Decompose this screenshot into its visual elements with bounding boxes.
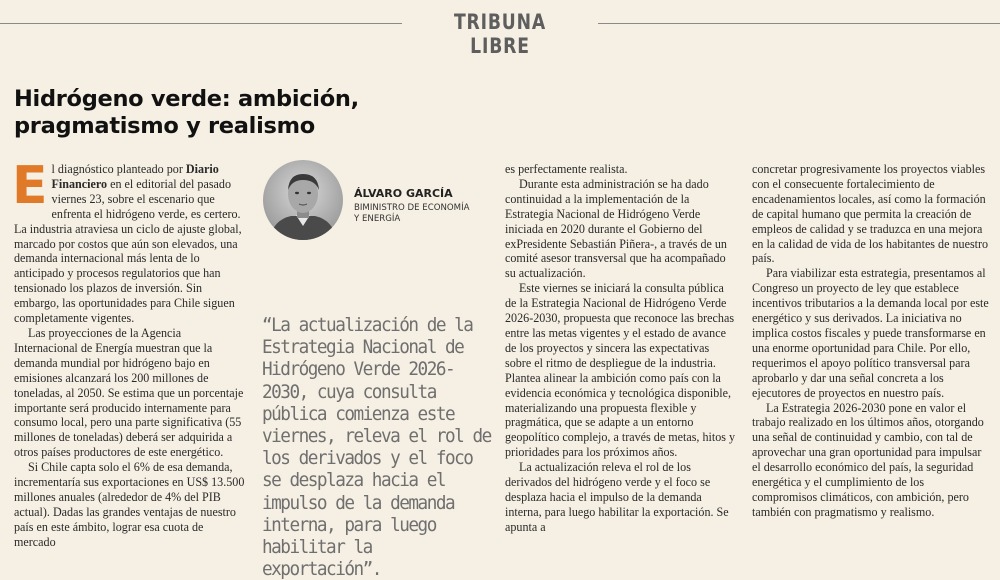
- header-rule-right: [598, 23, 1000, 24]
- pull-quote: “La actualización de la Estrategia Nacional de Hidrógeno Verde 2026-2030, cuya consulta pública comienza este viernes, releva el rol de los derivados y el foco se desplaza hacia el impulso de la demanda interna, para luego habilitar la exportación”.: [262, 314, 491, 580]
- paragraph: Las proyecciones de la Agencia Internacional de Energía muestran que la demanda mundial por hidrógeno bajo en emisiones alcanzará los 200 millones de toneladas, al 2050. Se estima que un porcentaje importante será producido internamente para consumo local, pero una parte significativa (55 millones de toneladas) deberá ser adquirida a otros países productores de este energético.: [14, 325, 244, 460]
- paragraph: El diagnóstico planteado por Diario Financiero en el editorial del pasado viernes 23, sobre el escenario que enfrenta el hidrógeno verde, es certero. La industria atraviesa un ciclo de ajuste global, marcado por costos que aún son elevados, una demanda internacional más lenta de lo anticipado y procesos regulatorios que han tensionado los plazos de inversión. Sin embargo, las oportunidades para Chile siguen completamente vigentes.: [12, 156, 242, 326]
- article-column-2: [505, 162, 738, 535]
- paragraph: Este viernes se iniciará la consulta pública de la Estrategia Nacional de Hidrógeno Verde 2026-2030, propuesta que reconoce las brechas entre las metas vigentes y el estado de avance de los proyectos y sincera las expectativas sobre el ritmo de despliegue de la industria. Plantea alinear la ambición como país con la evidencia económica y tecnológica disponible, materializando una propuesta flexible y pragmática, que se adapte a un entorno geopolítico complejo, a través de metas, hitos y prioridades para los próximos años.: [505, 281, 736, 460]
- drop-cap: E: [12, 156, 48, 216]
- article-column-1: [12, 156, 246, 550]
- author-name: ÁLVARO GARCÍA: [354, 187, 453, 200]
- section-title: TRIBUNA LIBRE: [453, 10, 546, 58]
- newspaper-name: Diario Financiero: [51, 162, 219, 191]
- paragraph: concretar progresivamente los proyectos viables con el consecuente fortalecimiento de encadenamientos locales, así como la formación de capital humano que permita la creación de empleos de calidad y se traduzca en una mejora en la calidad de vida de los habitantes de nuestro país.: [752, 162, 989, 266]
- paragraph: La Estrategia 2026-2030 pone en valor el trabajo realizado en los últimos años, otorgando una señal de continuidad y cambio, con tal de aprovechar una gran oportunidad para impulsar el desarrollo económico del país, la seguridad energética y el cumplimiento de los compromisos climáticos, con ambición, pero también con pragmatismo y realismo.: [752, 400, 984, 519]
- article-headline: Hidrógeno verde: ambición, pragmatismo y realismo: [14, 86, 359, 139]
- paragraph: Durante esta administración se ha dado continuidad a la implementación de la Estrategia Nacional de Hidrógeno Verde iniciada en 2020 durante el Gobierno del exPresidente Sebastián Piñera-, a través de un comité asesor transversal que ha acompañado su actualización.: [505, 176, 727, 281]
- author-role: BIMINISTRO DE ECONOMÍA Y ENERGÍA: [354, 203, 470, 224]
- author-portrait: [263, 160, 343, 240]
- paragraph: es perfectamente realista.: [505, 162, 628, 176]
- paragraph: Si Chile capta solo el 6% de esa demanda, incrementaría sus exportaciones en US$ 13.500 millones anuales (alrededor de 4% del PIB actual). Dadas las grandes ventajas de nuestro país en este ámbito, lograr esa cuota de mercado: [14, 460, 245, 549]
- paragraph: La actualización releva el rol de los derivados del hidrógeno verde y el foco se desplaza hacia el impulso de la demanda interna, para luego habilitar la exportación. Se apunta a: [505, 460, 729, 534]
- article-column-3: [752, 162, 990, 520]
- paragraph: Para viabilizar esta estrategia, presentamos al Congreso un proyecto de ley que establece incentivos tributarios a la demanda local por este energético y sus derivados. La iniciativa no implica costos fiscales y puede transformarse en una enorme oportunidad para Chile. Por ello, requerimos el apoyo político transversal para aprobarlo y dar una señal concreta a los ejecutores de proyectos en nuestro país.: [752, 266, 989, 400]
- header-rule-left: [0, 23, 402, 24]
